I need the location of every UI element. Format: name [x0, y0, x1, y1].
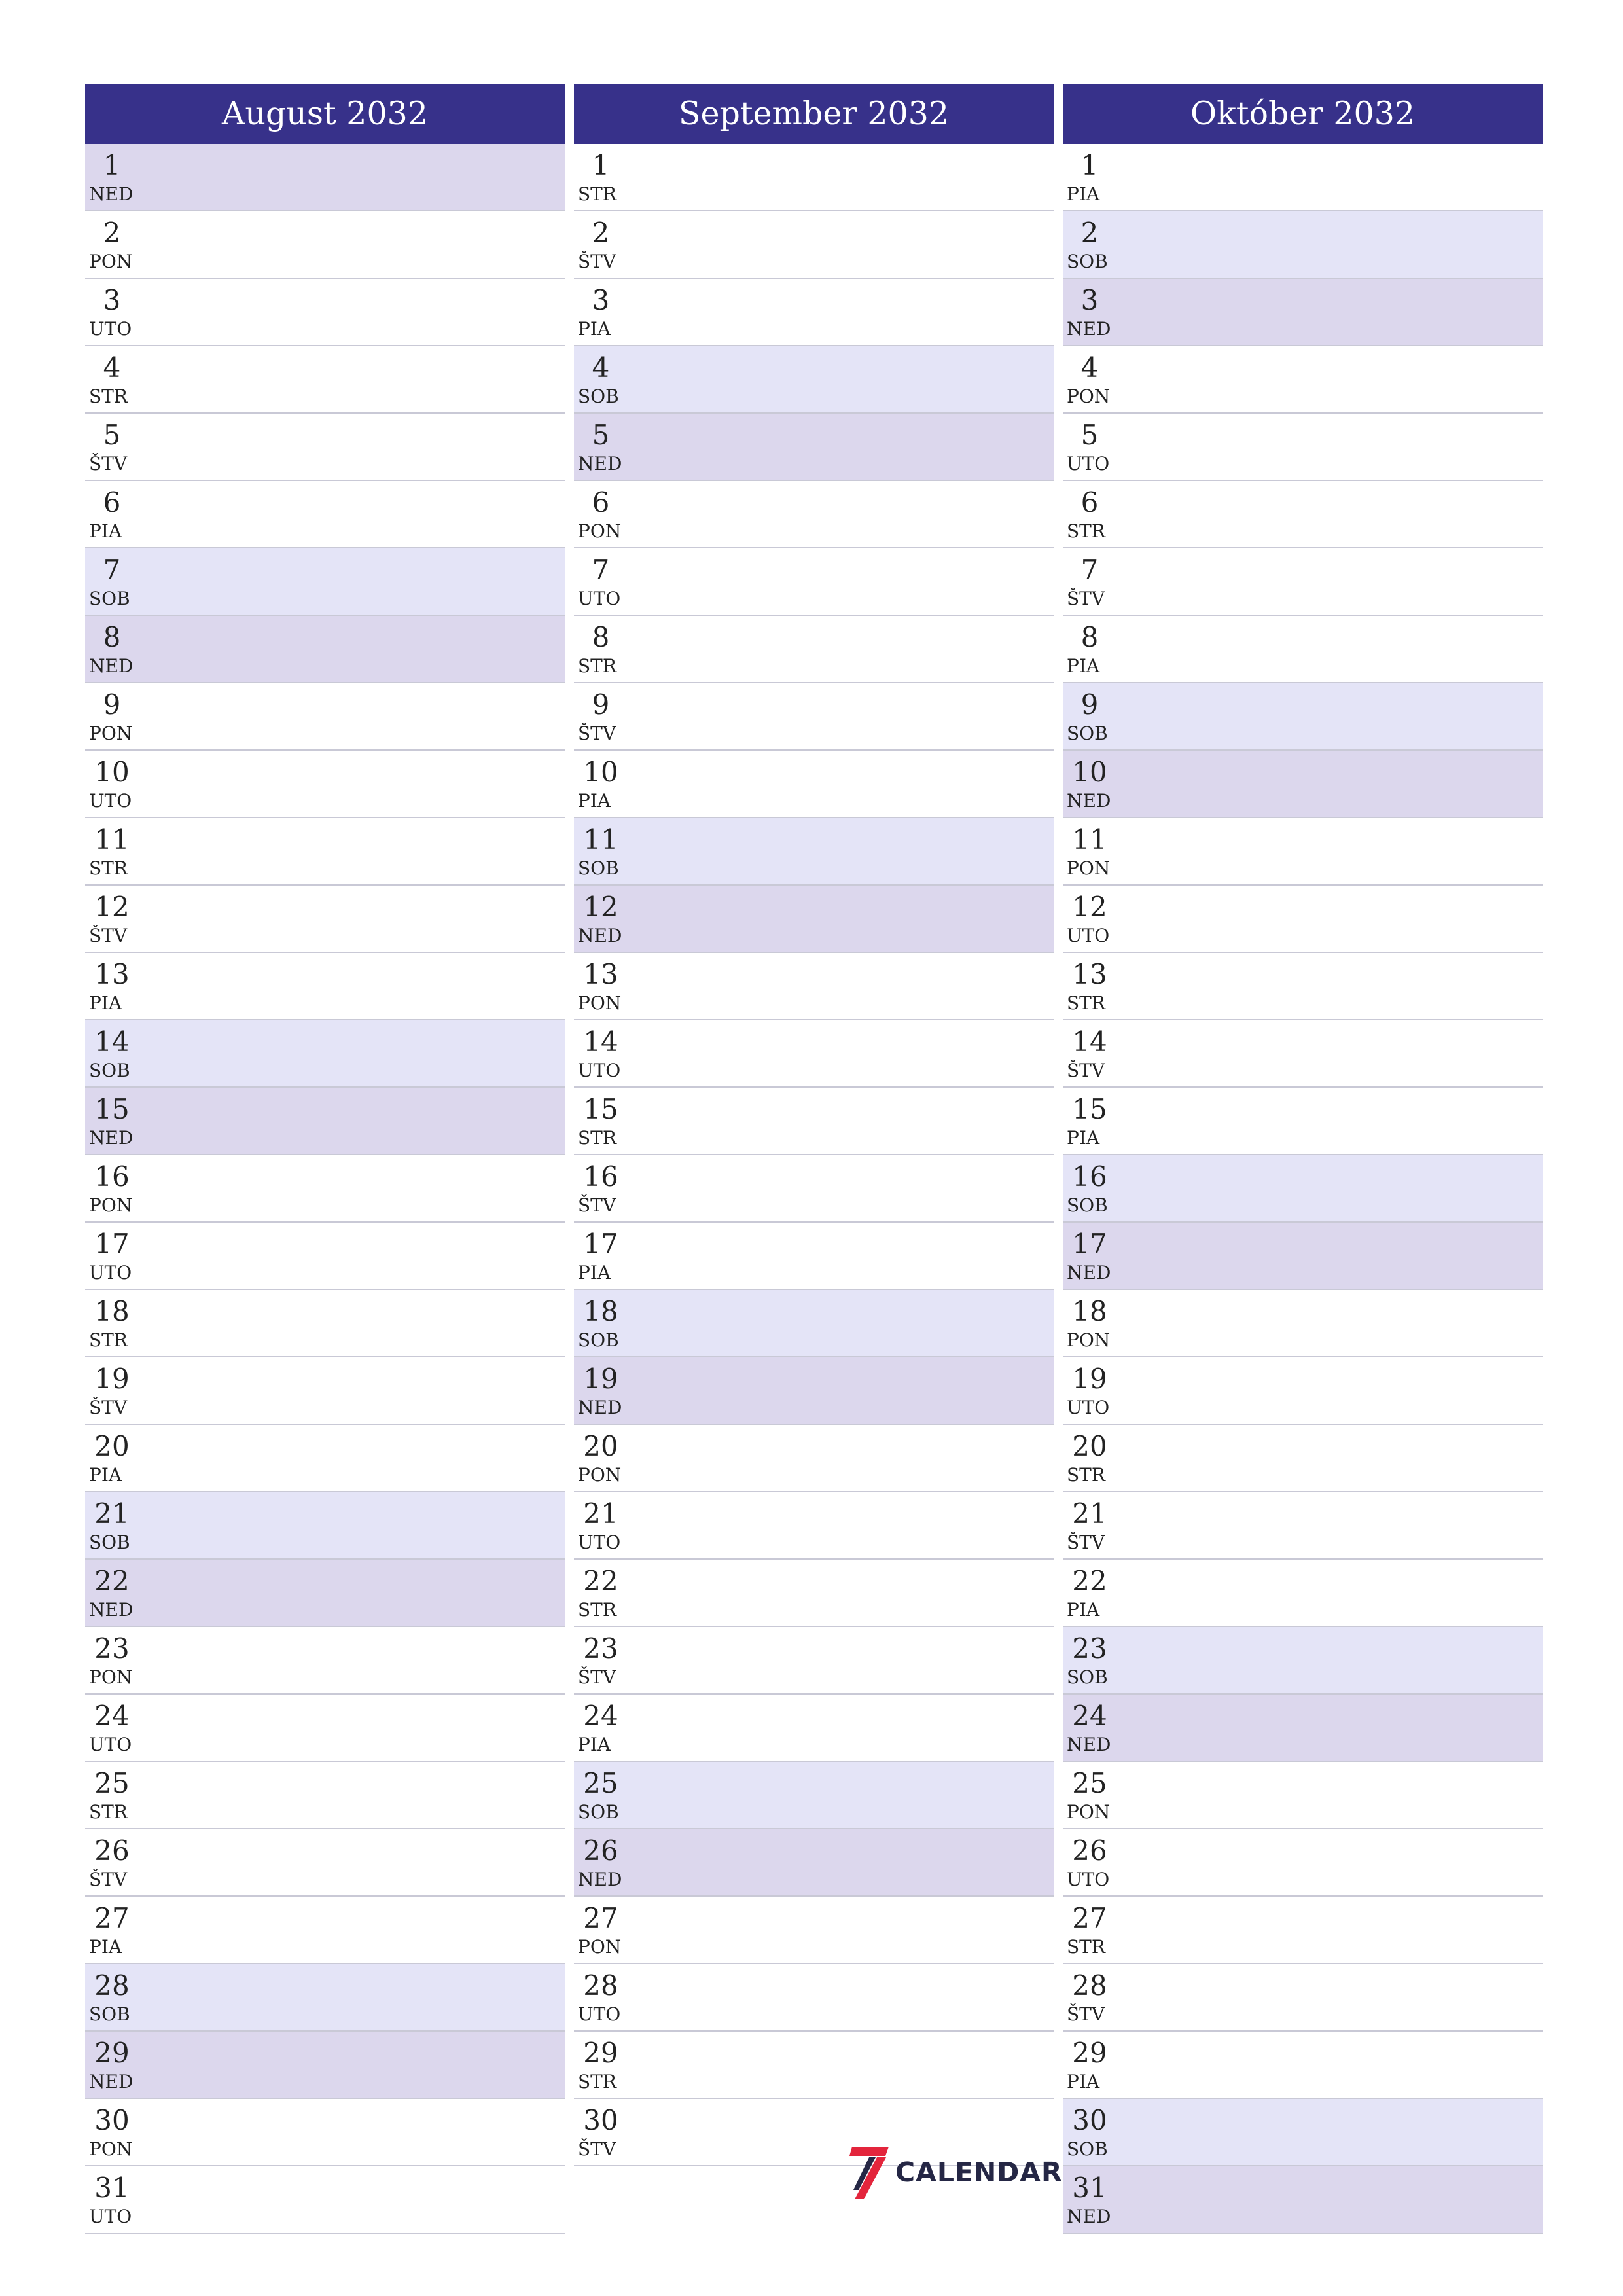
- weekday-abbr: STR: [578, 1599, 616, 1621]
- day-row: [1063, 2166, 1543, 2234]
- day-row: [1063, 953, 1543, 1020]
- day-row: [574, 346, 1054, 414]
- brand-logo: [849, 2144, 1063, 2200]
- day-row: [1063, 1357, 1543, 1425]
- weekday-abbr: ŠTV: [1067, 588, 1105, 609]
- weekday-abbr: PON: [1067, 857, 1111, 879]
- day-number: 1: [592, 149, 610, 181]
- weekday-abbr: NED: [1067, 2206, 1111, 2227]
- day-number: 31: [94, 2172, 130, 2204]
- weekday-abbr: SOB: [89, 588, 130, 609]
- day-row: [85, 346, 565, 414]
- day-row: [1063, 1560, 1543, 1627]
- weekday-abbr: PON: [578, 1464, 622, 1486]
- weekday-abbr: PIA: [1067, 2071, 1100, 2092]
- weekday-abbr: ŠTV: [578, 1666, 616, 1688]
- day-row: [1063, 1290, 1543, 1357]
- day-number: 12: [94, 891, 130, 923]
- day-row: [1063, 2032, 1543, 2099]
- day-number: 14: [583, 1026, 618, 1058]
- day-number: 12: [1072, 891, 1107, 923]
- day-row: [85, 683, 565, 751]
- day-row: [1063, 1155, 1543, 1223]
- day-row: [574, 886, 1054, 953]
- day-row: [574, 1088, 1054, 1155]
- weekday-abbr: NED: [578, 925, 622, 946]
- day-number: 1: [1080, 149, 1099, 181]
- weekday-abbr: SOB: [89, 1060, 130, 1081]
- weekday-abbr: PON: [578, 520, 622, 542]
- day-number: 17: [583, 1228, 618, 1260]
- day-number: 11: [1072, 823, 1107, 855]
- day-number: 21: [94, 1498, 130, 1530]
- day-row: [85, 1357, 565, 1425]
- day-row: [85, 953, 565, 1020]
- day-row: [574, 548, 1054, 616]
- month-column-august: [85, 84, 565, 2234]
- weekday-abbr: STR: [1067, 992, 1105, 1014]
- weekday-abbr: UTO: [89, 1734, 132, 1755]
- brand-name: CALENDAR: [895, 2157, 1063, 2188]
- weekday-abbr: PIA: [89, 992, 122, 1014]
- day-row: [1063, 144, 1543, 211]
- day-row: [85, 1425, 565, 1492]
- day-number: 25: [583, 1767, 618, 1799]
- day-row: [85, 1155, 565, 1223]
- day-number: 13: [94, 958, 130, 990]
- weekday-abbr: ŠTV: [1067, 2003, 1105, 2025]
- weekday-abbr: UTO: [89, 790, 132, 812]
- day-row: [1063, 1492, 1543, 1560]
- day-number: 8: [592, 621, 610, 653]
- day-number: 29: [94, 2037, 130, 2069]
- weekday-abbr: STR: [578, 2071, 616, 2092]
- weekday-abbr: SOB: [1067, 1194, 1108, 1216]
- day-row: [1063, 548, 1543, 616]
- weekday-abbr: STR: [89, 1329, 128, 1351]
- day-number: 31: [1072, 2172, 1107, 2204]
- weekday-abbr: PON: [578, 992, 622, 1014]
- day-row: [574, 953, 1054, 1020]
- day-row: [574, 144, 1054, 211]
- day-number: 11: [94, 823, 130, 855]
- weekday-abbr: NED: [1067, 318, 1111, 340]
- month-column-oktober: [1063, 84, 1543, 2234]
- day-number: 14: [94, 1026, 130, 1058]
- weekday-abbr: PIA: [89, 1464, 122, 1486]
- day-number: 20: [1072, 1430, 1107, 1462]
- weekday-abbr: ŠTV: [89, 1869, 128, 1890]
- day-number: 13: [583, 958, 618, 990]
- day-row: [1063, 886, 1543, 953]
- weekday-abbr: STR: [1067, 1464, 1105, 1486]
- month-header: September 2032: [574, 84, 1054, 144]
- weekday-abbr: UTO: [1067, 453, 1110, 475]
- day-row: [1063, 1088, 1543, 1155]
- day-number: 17: [1072, 1228, 1107, 1260]
- day-number: 27: [583, 1902, 618, 1934]
- weekday-abbr: SOB: [578, 1801, 619, 1823]
- day-number: 7: [592, 554, 610, 586]
- day-number: 2: [103, 217, 121, 249]
- day-row: [1063, 1964, 1543, 2032]
- weekday-abbr: PIA: [1067, 1127, 1100, 1149]
- day-number: 8: [103, 621, 121, 653]
- weekday-abbr: STR: [1067, 1936, 1105, 1958]
- day-row: [574, 1492, 1054, 1560]
- day-row: [1063, 616, 1543, 683]
- day-number: 5: [1080, 419, 1099, 451]
- day-number: 20: [94, 1430, 130, 1462]
- day-number: 9: [592, 689, 610, 721]
- weekday-abbr: ŠTV: [1067, 1532, 1105, 1553]
- day-row: [1063, 211, 1543, 279]
- day-number: 23: [94, 1632, 130, 1664]
- weekday-abbr: UTO: [89, 2206, 132, 2227]
- day-number: 5: [592, 419, 610, 451]
- day-row: [574, 1560, 1054, 1627]
- weekday-abbr: SOB: [89, 2003, 130, 2025]
- weekday-abbr: ŠTV: [1067, 1060, 1105, 1081]
- day-row: [85, 1627, 565, 1695]
- day-row: [85, 1964, 565, 2032]
- day-number: 5: [103, 419, 121, 451]
- day-row: [574, 1762, 1054, 1829]
- day-number: 2: [1080, 217, 1099, 249]
- weekday-abbr: NED: [1067, 1734, 1111, 1755]
- weekday-abbr: ŠTV: [578, 2138, 616, 2160]
- weekday-abbr: PON: [89, 723, 133, 744]
- day-row: [85, 211, 565, 279]
- day-number: 3: [592, 284, 610, 316]
- day-number: 3: [103, 284, 121, 316]
- day-row: [1063, 279, 1543, 346]
- day-number: 4: [103, 351, 121, 384]
- weekday-abbr: PON: [1067, 1329, 1111, 1351]
- day-number: 29: [583, 2037, 618, 2069]
- day-row: [85, 1560, 565, 1627]
- day-number: 6: [103, 486, 121, 518]
- weekday-abbr: PIA: [89, 1936, 122, 1958]
- weekday-abbr: ŠTV: [89, 925, 128, 946]
- weekday-abbr: STR: [1067, 520, 1105, 542]
- day-row: [574, 1357, 1054, 1425]
- day-number: 8: [1080, 621, 1099, 653]
- day-number: 24: [583, 1700, 618, 1732]
- day-number: 23: [583, 1632, 618, 1664]
- day-row: [85, 1762, 565, 1829]
- day-row: [85, 616, 565, 683]
- weekday-abbr: UTO: [578, 1060, 621, 1081]
- day-row: [1063, 1425, 1543, 1492]
- weekday-abbr: ŠTV: [89, 1397, 128, 1418]
- day-number: 17: [94, 1228, 130, 1260]
- weekday-abbr: NED: [578, 453, 622, 475]
- weekday-abbr: PIA: [578, 318, 611, 340]
- day-row: [574, 1425, 1054, 1492]
- day-number: 4: [592, 351, 610, 384]
- day-row: [85, 481, 565, 548]
- day-number: 26: [94, 1835, 130, 1867]
- weekday-abbr: UTO: [578, 1532, 621, 1553]
- day-list: [85, 144, 565, 2234]
- day-number: 24: [94, 1700, 130, 1732]
- day-number: 7: [103, 554, 121, 586]
- weekday-abbr: NED: [89, 655, 134, 677]
- day-row: [1063, 1223, 1543, 1290]
- weekday-abbr: PIA: [1067, 183, 1100, 205]
- weekday-abbr: NED: [1067, 1262, 1111, 1283]
- weekday-abbr: UTO: [1067, 1869, 1110, 1890]
- day-number: 23: [1072, 1632, 1107, 1664]
- day-list: [574, 144, 1054, 2166]
- weekday-abbr: STR: [578, 655, 616, 677]
- weekday-abbr: PON: [1067, 1801, 1111, 1823]
- day-row: [574, 279, 1054, 346]
- day-row: [1063, 481, 1543, 548]
- day-number: 1: [103, 149, 121, 181]
- day-row: [574, 751, 1054, 818]
- weekday-abbr: STR: [89, 1801, 128, 1823]
- day-row: [1063, 1829, 1543, 1897]
- weekday-abbr: NED: [578, 1397, 622, 1418]
- day-row: [85, 1695, 565, 1762]
- weekday-abbr: SOB: [578, 857, 619, 879]
- day-row: [85, 1829, 565, 1897]
- day-row: [85, 2032, 565, 2099]
- weekday-abbr: PON: [1067, 386, 1111, 407]
- day-number: 30: [94, 2104, 130, 2136]
- day-row: [1063, 818, 1543, 886]
- weekday-abbr: PIA: [578, 1734, 611, 1755]
- day-number: 19: [583, 1363, 618, 1395]
- day-number: 19: [1072, 1363, 1107, 1395]
- day-number: 28: [1072, 1969, 1107, 2001]
- day-number: 11: [583, 823, 618, 855]
- weekday-abbr: PIA: [578, 790, 611, 812]
- day-number: 6: [1080, 486, 1099, 518]
- weekday-abbr: NED: [89, 1599, 134, 1621]
- weekday-abbr: SOB: [1067, 2138, 1108, 2160]
- weekday-abbr: STR: [89, 386, 128, 407]
- weekday-abbr: SOB: [1067, 1666, 1108, 1688]
- day-number: 28: [583, 1969, 618, 2001]
- weekday-abbr: SOB: [578, 1329, 619, 1351]
- day-row: [574, 818, 1054, 886]
- day-number: 21: [583, 1498, 618, 1530]
- weekday-abbr: UTO: [1067, 925, 1110, 946]
- weekday-abbr: UTO: [89, 318, 132, 340]
- weekday-abbr: STR: [578, 183, 616, 205]
- day-number: 15: [1072, 1093, 1107, 1125]
- day-number: 7: [1080, 554, 1099, 586]
- weekday-abbr: ŠTV: [89, 453, 128, 475]
- day-row: [574, 683, 1054, 751]
- month-header: Október 2032: [1063, 84, 1543, 144]
- day-row: [85, 1088, 565, 1155]
- month-header: August 2032: [85, 84, 565, 144]
- day-number: 30: [1072, 2104, 1107, 2136]
- day-number: 22: [583, 1565, 618, 1597]
- day-number: 25: [94, 1767, 130, 1799]
- day-row: [85, 1223, 565, 1290]
- day-row: [1063, 751, 1543, 818]
- weekday-abbr: STR: [89, 857, 128, 879]
- weekday-abbr: NED: [89, 2071, 134, 2092]
- day-number: 19: [94, 1363, 130, 1395]
- weekday-abbr: PON: [89, 1666, 133, 1688]
- day-number: 27: [1072, 1902, 1107, 1934]
- day-row: [574, 1020, 1054, 1088]
- weekday-abbr: SOB: [1067, 723, 1108, 744]
- weekday-abbr: SOB: [1067, 251, 1108, 272]
- weekday-abbr: UTO: [578, 2003, 621, 2025]
- day-number: 25: [1072, 1767, 1107, 1799]
- day-number: 26: [1072, 1835, 1107, 1867]
- day-row: [574, 1627, 1054, 1695]
- weekday-abbr: PIA: [1067, 655, 1100, 677]
- weekday-abbr: SOB: [89, 1532, 130, 1553]
- day-row: [574, 1223, 1054, 1290]
- day-number: 15: [583, 1093, 618, 1125]
- day-list: [1063, 144, 1543, 2234]
- weekday-abbr: PIA: [578, 1262, 611, 1283]
- day-number: 24: [1072, 1700, 1107, 1732]
- day-number: 28: [94, 1969, 130, 2001]
- day-number: 22: [1072, 1565, 1107, 1597]
- day-number: 2: [592, 217, 610, 249]
- seven-logo-icon: [849, 2144, 890, 2200]
- weekday-abbr: NED: [1067, 790, 1111, 812]
- day-row: [574, 1155, 1054, 1223]
- weekday-abbr: NED: [89, 183, 134, 205]
- day-row: [1063, 1762, 1543, 1829]
- day-number: 18: [1072, 1295, 1107, 1327]
- day-row: [574, 1829, 1054, 1897]
- day-number: 30: [583, 2104, 618, 2136]
- day-number: 9: [103, 689, 121, 721]
- day-number: 26: [583, 1835, 618, 1867]
- day-number: 3: [1080, 284, 1099, 316]
- day-row: [85, 1020, 565, 1088]
- day-row: [85, 2166, 565, 2234]
- weekday-abbr: UTO: [1067, 1397, 1110, 1418]
- day-number: 18: [583, 1295, 618, 1327]
- day-row: [85, 818, 565, 886]
- weekday-abbr: UTO: [89, 1262, 132, 1283]
- weekday-abbr: PON: [578, 1936, 622, 1958]
- weekday-abbr: PON: [89, 2138, 133, 2160]
- day-row: [85, 886, 565, 953]
- day-row: [1063, 683, 1543, 751]
- day-row: [574, 1964, 1054, 2032]
- day-row: [574, 1290, 1054, 1357]
- weekday-abbr: NED: [89, 1127, 134, 1149]
- day-number: 15: [94, 1093, 130, 1125]
- day-row: [574, 481, 1054, 548]
- day-row: [85, 1290, 565, 1357]
- day-number: 22: [94, 1565, 130, 1597]
- weekday-abbr: PON: [89, 251, 133, 272]
- day-row: [574, 1897, 1054, 1964]
- day-row: [574, 616, 1054, 683]
- day-number: 16: [1072, 1160, 1107, 1193]
- day-number: 10: [583, 756, 618, 788]
- day-number: 4: [1080, 351, 1099, 384]
- day-number: 12: [583, 891, 618, 923]
- day-row: [574, 414, 1054, 481]
- day-number: 9: [1080, 689, 1099, 721]
- day-row: [1063, 1897, 1543, 1964]
- weekday-abbr: PIA: [89, 520, 122, 542]
- day-row: [85, 2099, 565, 2166]
- day-row: [1063, 2099, 1543, 2166]
- day-number: 6: [592, 486, 610, 518]
- day-row: [85, 548, 565, 616]
- weekday-abbr: PIA: [1067, 1599, 1100, 1621]
- day-row: [574, 2032, 1054, 2099]
- day-row: [574, 211, 1054, 279]
- day-row: [85, 414, 565, 481]
- day-number: 16: [94, 1160, 130, 1193]
- day-number: 10: [1072, 756, 1107, 788]
- day-row: [85, 1897, 565, 1964]
- day-row: [1063, 1627, 1543, 1695]
- day-number: 14: [1072, 1026, 1107, 1058]
- weekday-abbr: SOB: [578, 386, 619, 407]
- day-row: [85, 144, 565, 211]
- weekday-abbr: ŠTV: [578, 251, 616, 272]
- weekday-abbr: PON: [89, 1194, 133, 1216]
- day-row: [85, 1492, 565, 1560]
- day-number: 13: [1072, 958, 1107, 990]
- day-row: [85, 751, 565, 818]
- day-row: [1063, 414, 1543, 481]
- day-row: [1063, 346, 1543, 414]
- day-number: 20: [583, 1430, 618, 1462]
- weekday-abbr: ŠTV: [578, 1194, 616, 1216]
- weekday-abbr: ŠTV: [578, 723, 616, 744]
- weekday-abbr: STR: [578, 1127, 616, 1149]
- month-column-september: [574, 84, 1054, 2166]
- weekday-abbr: NED: [578, 1869, 622, 1890]
- day-number: 29: [1072, 2037, 1107, 2069]
- weekday-abbr: UTO: [578, 588, 621, 609]
- day-row: [574, 1695, 1054, 1762]
- day-number: 16: [583, 1160, 618, 1193]
- day-row: [1063, 1695, 1543, 1762]
- day-row: [1063, 1020, 1543, 1088]
- day-number: 10: [94, 756, 130, 788]
- day-number: 18: [94, 1295, 130, 1327]
- day-number: 27: [94, 1902, 130, 1934]
- day-row: [85, 279, 565, 346]
- day-number: 21: [1072, 1498, 1107, 1530]
